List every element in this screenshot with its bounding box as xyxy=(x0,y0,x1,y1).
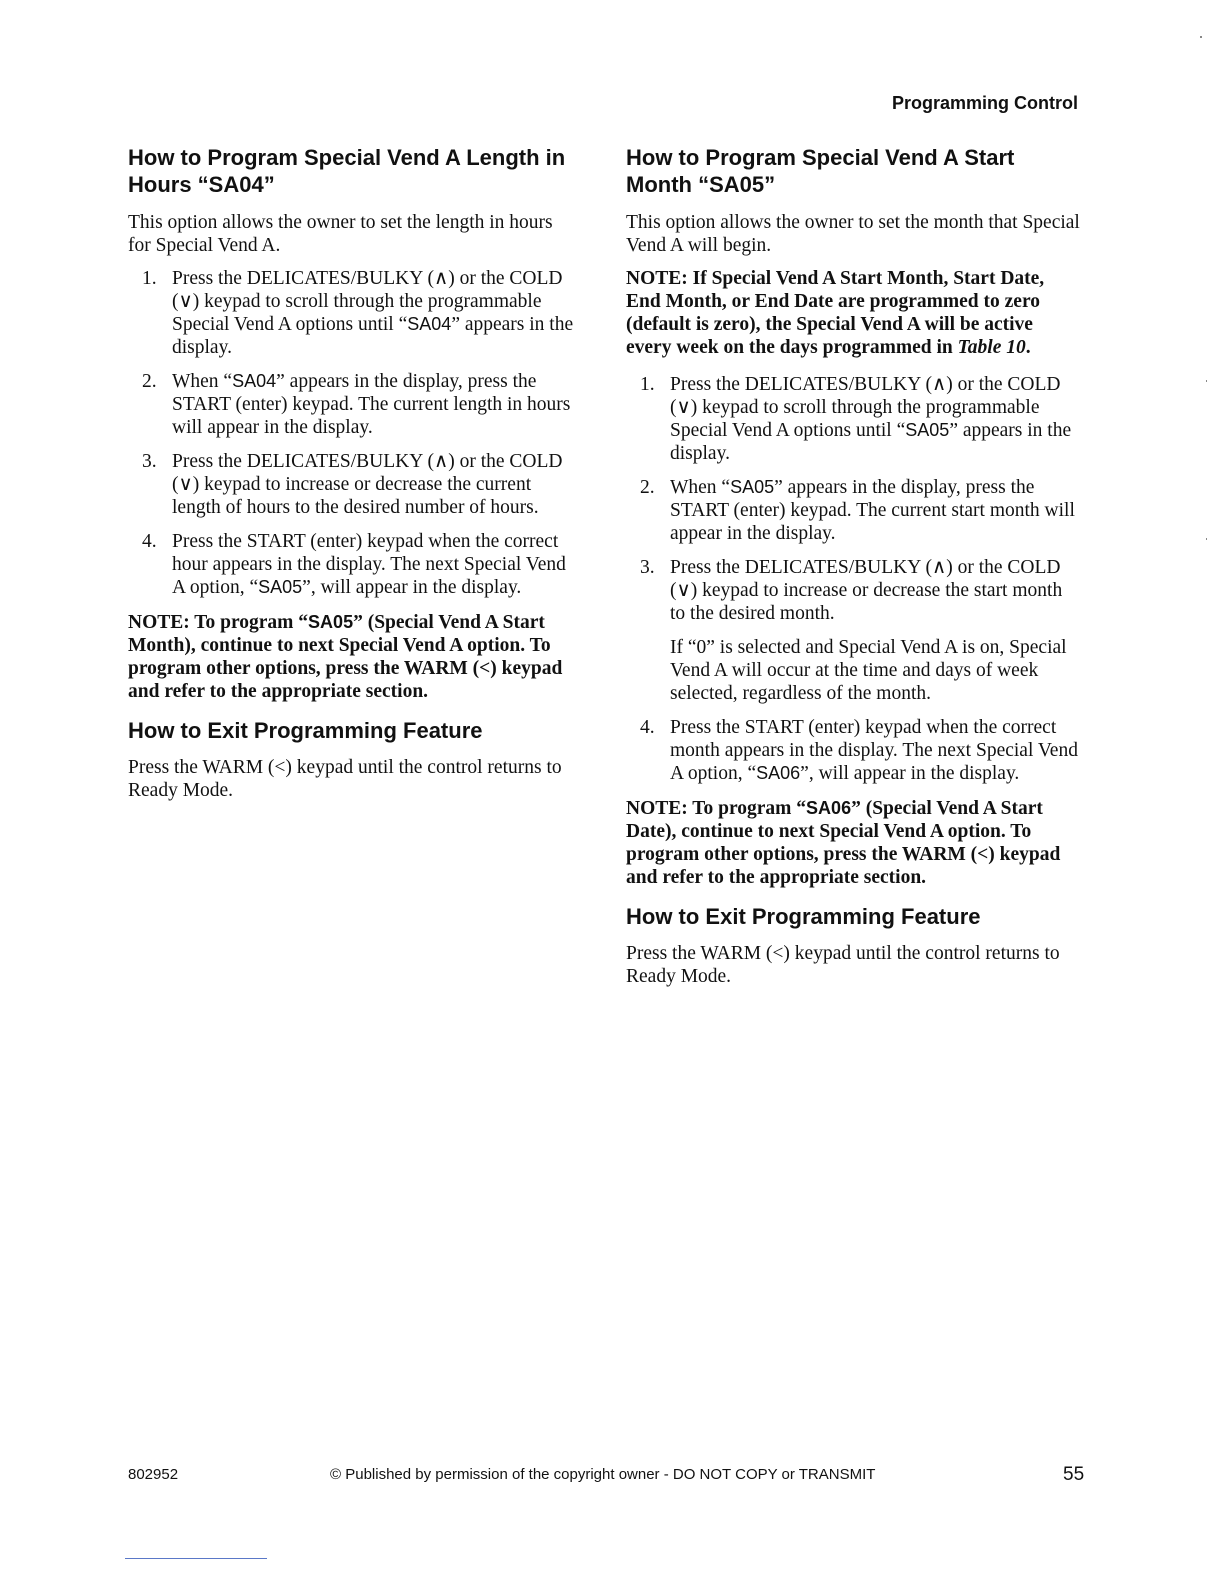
step-number: 4. xyxy=(142,531,157,552)
right-column xyxy=(626,144,1082,998)
step-text: Press the DELICATES/BULKY (∧) or the COLD (∨) keypad to increase or decrease the start month to the desired month. xyxy=(670,557,1063,624)
list-item xyxy=(128,450,580,519)
exit-title: How to Exit Programming Feature xyxy=(128,718,483,743)
left-column xyxy=(128,144,580,812)
note-text: NOTE: If Special Vend A Start Month, Start Date, End Month, or End Date are programmed to zero (default is zero), the Special Vend A will be active every week on the days programmed in Table 10. xyxy=(626,268,1045,358)
note-text: NOTE: To program “SA06” (Special Vend A Start Date), continue to next Special Vend A option. To program other options, press the WARM (<) keypad and refer to the appropriate section. xyxy=(626,798,1061,888)
section-title-sa05: How to Program Special Vend A Start Month “SA05” xyxy=(626,145,1015,197)
table-reference: Table 10 xyxy=(957,337,1026,358)
step-text: Press the DELICATES/BULKY (∧) or the COLD (∨) keypad to scroll through the programmable Special Vend A options until “SA04” appears in the display. xyxy=(172,268,574,358)
step-text: When “SA05” appears in the display, press the START (enter) keypad. The current start month will appear in the display. xyxy=(670,477,1075,544)
footer-rule xyxy=(125,1558,267,1559)
code-label: SA05 xyxy=(308,612,354,632)
step-text: Press the DELICATES/BULKY (∧) or the COLD (∨) keypad to increase or decrease the current length of hours to the desired number of hours. xyxy=(172,451,563,518)
exit-text: Press the WARM (<) keypad until the control returns to Ready Mode. xyxy=(128,757,562,801)
step-number: 1. xyxy=(640,374,655,395)
code-label: SA05 xyxy=(905,420,950,440)
list-item xyxy=(626,716,1082,785)
copyright-notice: © Published by permission of the copyright owner - DO NOT COPY or TRANSMIT xyxy=(330,1466,876,1483)
section-title-sa04: How to Program Special Vend A Length in Hours “SA04” xyxy=(128,145,566,197)
step-extra-text: If “0” is selected and Special Vend A is on, Special Vend A will occur at the time and days of week selected, regardless of the month. xyxy=(670,637,1067,704)
scan-speck xyxy=(1206,538,1207,540)
step-number: 4. xyxy=(640,717,655,738)
scan-speck xyxy=(1200,36,1202,38)
step-text: Press the DELICATES/BULKY (∧) or the COLD (∨) keypad to scroll through the programmable Special Vend A options until “SA05” appears in the display. xyxy=(670,374,1072,464)
steps-list xyxy=(626,373,1082,785)
exit-text: Press the WARM (<) keypad until the control returns to Ready Mode. xyxy=(626,943,1060,987)
page-number: 55 xyxy=(1063,1464,1085,1485)
step-text: When “SA04” appears in the display, press the START (enter) keypad. The current length in hours will appear in the display. xyxy=(172,371,571,438)
list-item xyxy=(626,476,1082,545)
doc-number: 802952 xyxy=(128,1466,179,1483)
exit-title: How to Exit Programming Feature xyxy=(626,904,981,929)
list-item xyxy=(626,373,1082,465)
running-head: Programming Control xyxy=(891,93,1078,113)
code-label: SA04 xyxy=(232,371,277,391)
code-label: SA06 xyxy=(756,763,801,783)
list-item xyxy=(128,370,580,439)
step-text: Press the START (enter) keypad when the correct hour appears in the display. The next Special Vend A option, “SA05”, will appear in the display. xyxy=(172,531,566,598)
note-text: NOTE: To program “SA05” (Special Vend A Start Month), continue to next Special Vend A option. To program other options, press the WARM (<) keypad and refer to the appropriate section. xyxy=(128,612,563,702)
code-label: SA04 xyxy=(407,314,452,334)
code-label: SA06 xyxy=(806,798,852,818)
code-label: SA05 xyxy=(730,477,775,497)
scan-speck xyxy=(1206,380,1207,382)
list-item xyxy=(128,267,580,359)
list-item xyxy=(128,530,580,599)
steps-list xyxy=(128,267,580,599)
step-number: 1. xyxy=(142,268,157,289)
list-item xyxy=(626,556,1082,705)
intro-text: This option allows the owner to set the length in hours for Special Vend A. xyxy=(128,212,553,256)
step-number: 2. xyxy=(640,477,655,498)
step-number: 3. xyxy=(640,557,655,578)
intro-text: This option allows the owner to set the month that Special Vend A will begin. xyxy=(626,212,1080,256)
step-text: Press the START (enter) keypad when the correct month appears in the display. The next Special Vend A option, “SA06”, will appear in the display. xyxy=(670,717,1078,784)
code-label: SA05 xyxy=(258,577,303,597)
step-number: 3. xyxy=(142,451,157,472)
step-number: 2. xyxy=(142,371,157,392)
